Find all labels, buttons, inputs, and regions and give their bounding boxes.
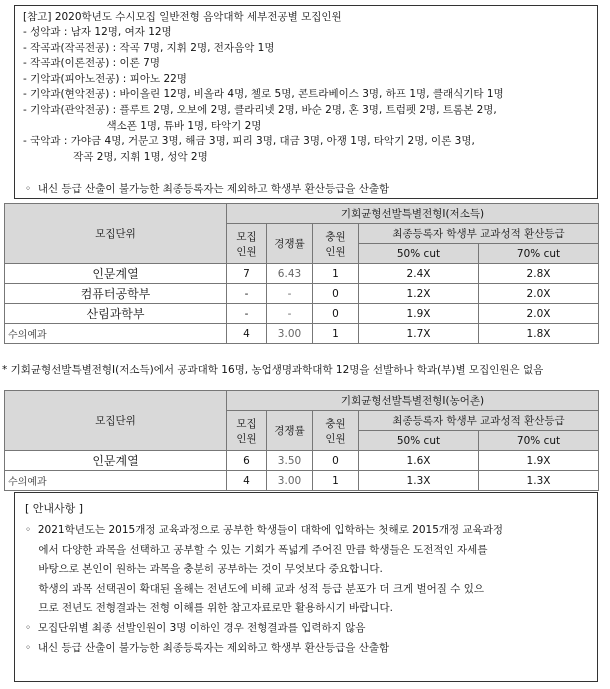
reference-note: ◦ 내신 등급 산출이 불가능한 최종등록자는 제외하고 학생부 환산등급을 산출함 <box>25 183 390 195</box>
cut70-header: 70% cut <box>479 244 599 264</box>
unit-header: 모집단위 <box>5 204 227 264</box>
ratio-cell: - <box>267 304 313 324</box>
cut70-cell: 2.0X <box>479 284 599 304</box>
guide-box <box>14 492 598 682</box>
table-row <box>5 451 599 471</box>
ratio-cell: - <box>267 284 313 304</box>
unit-cell: 수의예과 <box>5 471 227 491</box>
extra-header: 충원 인원 <box>313 411 359 451</box>
guide-line: ◦ 모집단위별 최종 선발인원이 3명 이하인 경우 전형결과를 입력하지 않음 <box>25 621 366 634</box>
group-header: 기회균형선발특별전형Ⅰ(농어촌) <box>227 391 599 411</box>
guide-line: ◦ 2021학년도는 2015개정 교육과정으로 공부한 학생들이 대학에 입학하는 첫해로 2015개정 교육과정 <box>25 524 504 536</box>
cut70-cell: 1.3X <box>479 471 599 491</box>
table-low-income <box>4 203 599 344</box>
extra-cell: 0 <box>313 284 359 304</box>
cut50-cell: 1.2X <box>359 284 479 304</box>
reference-line: - 작곡과(이론전공) : 이론 7명 <box>23 57 160 70</box>
recruit-cell: 4 <box>227 324 267 344</box>
ratio-header: 경쟁률 <box>267 411 313 451</box>
reference-line: - 국악과 : 가야금 4명, 거문고 3명, 해금 3명, 피리 3명, 대금 3명, 아쟁 1명, 타악기 2명, 이론 3명, <box>23 135 475 148</box>
reference-line: 작곡 2명, 지휘 1명, 성악 2명 <box>23 150 208 163</box>
reference-title: [참고] 2020학년도 수시모집 일반전형 음악대학 세부전공별 모집인원 <box>23 11 342 23</box>
cut70-cell: 2.0X <box>479 304 599 324</box>
ratio-cell: 3.00 <box>267 324 313 344</box>
cut50-cell: 1.7X <box>359 324 479 344</box>
cut50-cell: 1.9X <box>359 304 479 324</box>
cut50-header: 50% cut <box>359 431 479 451</box>
reference-line: 색소폰 1명, 튜바 1명, 타악기 2명 <box>23 119 262 132</box>
group-header: 기회균형선발특별전형Ⅰ(저소득) <box>227 204 599 224</box>
table-row <box>5 471 599 491</box>
guide-line: 에서 다양한 과목을 선택하고 공부할 수 있는 기회가 폭넓게 주어진 만큼 학생들은 도전적인 자세를 <box>25 543 488 556</box>
cut50-cell: 1.6X <box>359 451 479 471</box>
recruit-header: 모집 인원 <box>227 224 267 264</box>
guide-line: 므로 전년도 전형결과는 전형 이해를 위한 참고자료로만 활용하시기 바랍니다. <box>25 602 393 615</box>
reference-line: - 기악과(관악전공) : 플루트 2명, 오보에 2명, 클라리넷 2명, 바순 2명, 혼 3명, 트럼펫 2명, 트롬본 2명, <box>23 103 497 116</box>
grade-header: 최종등록자 학생부 교과성적 환산등급 <box>359 224 599 244</box>
extra-cell: 0 <box>313 304 359 324</box>
recruit-cell: 6 <box>227 451 267 471</box>
ratio-header: 경쟁률 <box>267 224 313 264</box>
ratio-cell: 6.43 <box>267 264 313 284</box>
unit-header: 모집단위 <box>5 391 227 451</box>
low-income-footnote: * 기회균형선발특별전형Ⅰ(저소득)에서 공과대학 16명, 농업생명과학대학 12명을 선발하나 학과(부)별 모집인원은 없음 <box>2 364 544 376</box>
cut70-cell: 2.8X <box>479 264 599 284</box>
table-row <box>5 264 599 284</box>
recruit-cell: 4 <box>227 471 267 491</box>
unit-cell: 수의예과 <box>5 324 227 344</box>
guide-title: [ 안내사항 ] <box>25 502 84 515</box>
reference-line: - 기악과(피아노전공) : 피아노 22명 <box>23 72 187 85</box>
unit-cell: 컴퓨터공학부 <box>5 284 227 304</box>
extra-cell: 1 <box>313 324 359 344</box>
grade-header: 최종등록자 학생부 교과성적 환산등급 <box>359 411 599 431</box>
unit-cell: 인문계열 <box>5 264 227 284</box>
cut70-header: 70% cut <box>479 431 599 451</box>
recruit-cell: 7 <box>227 264 267 284</box>
extra-header: 충원 인원 <box>313 224 359 264</box>
cut70-cell: 1.9X <box>479 451 599 471</box>
table-row <box>5 324 599 344</box>
reference-line: - 기악과(현악전공) : 바이올린 12명, 비올라 4명, 첼로 5명, 콘트라베이스 3명, 하프 1명, 클래식기타 1명 <box>23 88 504 101</box>
guide-line: 학생의 과목 선택권이 확대된 올해는 전년도에 비해 교과 성적 등급 분포가 더 크게 벌어질 수 있으 <box>25 582 484 595</box>
unit-cell: 산림과학부 <box>5 304 227 324</box>
ratio-cell: 3.50 <box>267 451 313 471</box>
table-rural <box>4 390 599 491</box>
recruit-cell: - <box>227 304 267 324</box>
guide-line: ◦ 내신 등급 산출이 불가능한 최종등록자는 제외하고 학생부 환산등급을 산출함 <box>25 641 390 654</box>
recruit-header: 모집 인원 <box>227 411 267 451</box>
cut50-cell: 2.4X <box>359 264 479 284</box>
reference-line: - 성악과 : 남자 12명, 여자 12명 <box>23 26 172 38</box>
reference-box <box>14 5 598 199</box>
cut50-header: 50% cut <box>359 244 479 264</box>
extra-cell: 0 <box>313 451 359 471</box>
reference-line: - 작곡과(작곡전공) : 작곡 7명, 지휘 2명, 전자음악 1명 <box>23 41 275 54</box>
ratio-cell: 3.00 <box>267 471 313 491</box>
recruit-cell: - <box>227 284 267 304</box>
table-row <box>5 284 599 304</box>
cut70-cell: 1.8X <box>479 324 599 344</box>
table-row <box>5 304 599 324</box>
guide-line: 바탕으로 본인이 원하는 과목을 충분히 공부하는 것이 무엇보다 중요합니다. <box>25 563 383 576</box>
unit-cell: 인문계열 <box>5 451 227 471</box>
extra-cell: 1 <box>313 264 359 284</box>
cut50-cell: 1.3X <box>359 471 479 491</box>
extra-cell: 1 <box>313 471 359 491</box>
